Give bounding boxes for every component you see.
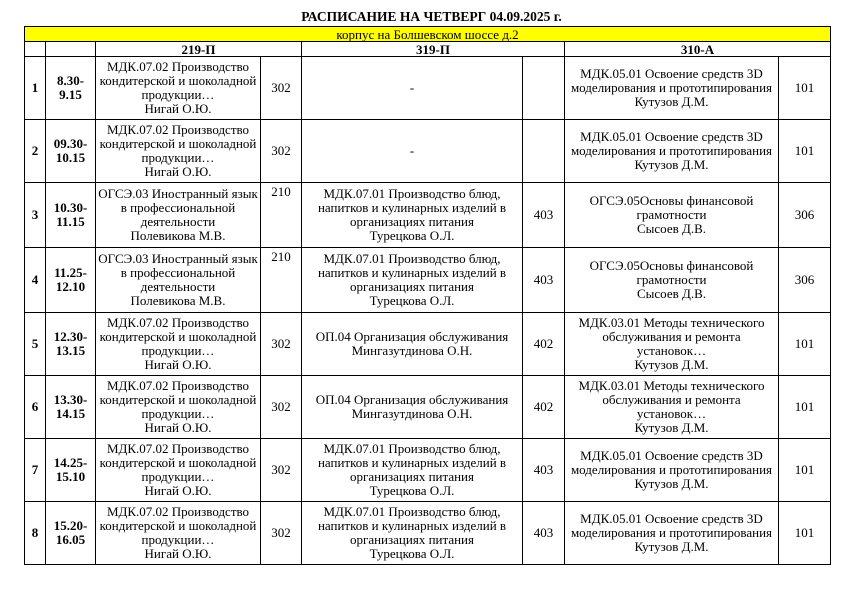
teacher-name: Нигай О.Ю.	[144, 546, 212, 561]
subject-name: -	[409, 80, 415, 95]
lesson-time: 11.25- 12.10	[46, 248, 96, 313]
subject-name: МДК.07.02 Производство кондитерской и шоколадной продукции…	[99, 504, 257, 547]
lesson-row	[25, 183, 831, 248]
subject-name: ОГСЭ.03 Иностранный язык в профессиональной деятельности	[98, 251, 258, 294]
subject-cell	[302, 183, 523, 248]
subject-name: ОП.04 Организация обслуживания	[315, 329, 509, 344]
group-header-310a: 310-А	[565, 42, 831, 57]
lesson-row	[25, 248, 831, 313]
teacher-name: Кутузов Д.М.	[634, 357, 709, 372]
lesson-number: 1	[25, 57, 46, 120]
subject-cell	[302, 57, 523, 120]
subject-cell	[96, 183, 261, 248]
room-number: 302	[261, 502, 302, 565]
subject-cell	[565, 183, 779, 248]
subject-name: МДК.07.02 Производство кондитерской и шоколадной продукции…	[99, 441, 257, 484]
subject-cell	[565, 120, 779, 183]
subject-name: МДК.03.01 Методы технического обслуживания и ремонта установок…	[578, 315, 765, 358]
room-number: 302	[261, 120, 302, 183]
teacher-name: Кутузов Д.М.	[634, 476, 709, 491]
subject-name: МДК.05.01 Освоение средств 3D моделирования и прототипирования	[570, 448, 773, 477]
room-number: 210	[261, 183, 302, 248]
subject-cell	[565, 376, 779, 439]
subject-cell	[96, 120, 261, 183]
subject-name: МДК.05.01 Освоение средств 3D моделирования и прототипирования	[570, 66, 773, 95]
room-number: 101	[779, 376, 831, 439]
teacher-name: Полевикова М.В.	[130, 293, 226, 308]
subject-cell	[565, 439, 779, 502]
subject-cell	[302, 248, 523, 313]
teacher-name: Кутузов Д.М.	[634, 420, 709, 435]
room-number: 403	[523, 248, 565, 313]
lesson-time: 8.30- 9.15	[46, 57, 96, 120]
subject-cell	[302, 313, 523, 376]
subject-name: ОГСЭ.05Основы финансовой грамотности	[589, 258, 754, 287]
lesson-time: 10.30- 11.15	[46, 183, 96, 248]
lesson-number: 5	[25, 313, 46, 376]
room-number: 302	[261, 57, 302, 120]
subject-name: МДК.07.02 Производство кондитерской и шоколадной продукции…	[99, 378, 257, 421]
room-number: 403	[523, 439, 565, 502]
subject-name: МДК.07.01 Производство блюд, напитков и кулинарных изделий в организациях питания	[317, 504, 507, 547]
teacher-name: Турецкова О.Л.	[369, 228, 455, 243]
subject-cell	[96, 502, 261, 565]
room-number	[523, 57, 565, 120]
room-number: 101	[779, 120, 831, 183]
time-header-cell	[46, 42, 96, 57]
subject-name: ОП.04 Организация обслуживания	[315, 392, 509, 407]
subject-name: -	[409, 143, 415, 158]
subject-cell	[565, 313, 779, 376]
subject-cell	[96, 57, 261, 120]
lesson-row	[25, 57, 831, 120]
lesson-row	[25, 313, 831, 376]
room-number: 302	[261, 376, 302, 439]
room-number: 306	[779, 248, 831, 313]
subject-name: МДК.03.01 Методы технического обслуживания и ремонта установок…	[578, 378, 765, 421]
lesson-number: 7	[25, 439, 46, 502]
room-number: 306	[779, 183, 831, 248]
room-number: 101	[779, 57, 831, 120]
teacher-name: Нигай О.Ю.	[144, 164, 212, 179]
room-number: 210	[261, 248, 302, 313]
teacher-name: Турецкова О.Л.	[369, 483, 455, 498]
subject-cell	[96, 248, 261, 313]
teacher-name: Мингазутдинова О.Н.	[351, 406, 473, 421]
subject-name: МДК.05.01 Освоение средств 3D моделирования и прототипирования	[570, 511, 773, 540]
room-number: 101	[779, 439, 831, 502]
room-number: 403	[523, 502, 565, 565]
room-number: 402	[523, 376, 565, 439]
subject-name: ОГСЭ.03 Иностранный язык в профессиональной деятельности	[98, 186, 258, 229]
lesson-number: 4	[25, 248, 46, 313]
subject-cell	[96, 439, 261, 502]
room-number: 101	[779, 313, 831, 376]
lesson-time: 13.30- 14.15	[46, 376, 96, 439]
schedule-table	[24, 26, 831, 565]
teacher-name: Кутузов Д.М.	[634, 94, 709, 109]
subject-name: МДК.07.01 Производство блюд, напитков и кулинарных изделий в организациях питания	[317, 186, 507, 229]
subject-name: МДК.07.02 Производство кондитерской и шоколадной продукции…	[99, 315, 257, 358]
room-number: 302	[261, 313, 302, 376]
lesson-row	[25, 120, 831, 183]
subject-cell	[565, 502, 779, 565]
teacher-name: Полевикова М.В.	[130, 228, 226, 243]
teacher-name: Сысоев Д.В.	[636, 286, 707, 301]
room-number: 403	[523, 183, 565, 248]
lesson-number: 6	[25, 376, 46, 439]
subject-name: МДК.05.01 Освоение средств 3D моделирования и прототипирования	[570, 129, 773, 158]
teacher-name: Нигай О.Ю.	[144, 357, 212, 372]
group-header-row	[25, 42, 831, 57]
num-header-cell	[25, 42, 46, 57]
lesson-row	[25, 502, 831, 565]
lesson-number: 2	[25, 120, 46, 183]
room-number: 402	[523, 313, 565, 376]
subject-name: МДК.07.01 Производство блюд, напитков и кулинарных изделий в организациях питания	[317, 441, 507, 484]
subject-cell	[565, 57, 779, 120]
subject-name: ОГСЭ.05Основы финансовой грамотности	[589, 193, 754, 222]
teacher-name: Нигай О.Ю.	[144, 483, 212, 498]
teacher-name: Турецкова О.Л.	[369, 293, 455, 308]
teacher-name: Мингазутдинова О.Н.	[351, 343, 473, 358]
teacher-name: Кутузов Д.М.	[634, 157, 709, 172]
room-number: 302	[261, 439, 302, 502]
lesson-number: 3	[25, 183, 46, 248]
lesson-time: 12.30- 13.15	[46, 313, 96, 376]
lesson-time: 14.25- 15.10	[46, 439, 96, 502]
teacher-name: Нигай О.Ю.	[144, 420, 212, 435]
subject-cell	[302, 502, 523, 565]
lesson-row	[25, 439, 831, 502]
subject-name: МДК.07.01 Производство блюд, напитков и кулинарных изделий в организациях питания	[317, 251, 507, 294]
lesson-time: 15.20- 16.05	[46, 502, 96, 565]
teacher-name: Турецкова О.Л.	[369, 546, 455, 561]
subject-name: МДК.07.02 Производство кондитерской и шоколадной продукции…	[99, 59, 257, 102]
group-header-319p: 319-П	[302, 42, 565, 57]
room-number: 101	[779, 502, 831, 565]
subject-cell	[302, 439, 523, 502]
lesson-time: 09.30- 10.15	[46, 120, 96, 183]
lesson-row	[25, 376, 831, 439]
teacher-name: Сысоев Д.В.	[636, 221, 707, 236]
group-header-219p: 219-П	[96, 42, 302, 57]
building-label: корпус на Болшевском шоссе д.2	[25, 27, 831, 42]
building-band-row	[25, 27, 831, 42]
page-title: РАСПИСАНИЕ НА ЧЕТВЕРГ 04.09.2025 г.	[301, 9, 562, 24]
subject-cell	[96, 313, 261, 376]
lesson-number: 8	[25, 502, 46, 565]
subject-cell	[302, 120, 523, 183]
teacher-name: Кутузов Д.М.	[634, 539, 709, 554]
subject-cell	[302, 376, 523, 439]
teacher-name: Нигай О.Ю.	[144, 101, 212, 116]
subject-cell	[96, 376, 261, 439]
room-number	[523, 120, 565, 183]
subject-name: МДК.07.02 Производство кондитерской и шоколадной продукции…	[99, 122, 257, 165]
subject-cell	[565, 248, 779, 313]
